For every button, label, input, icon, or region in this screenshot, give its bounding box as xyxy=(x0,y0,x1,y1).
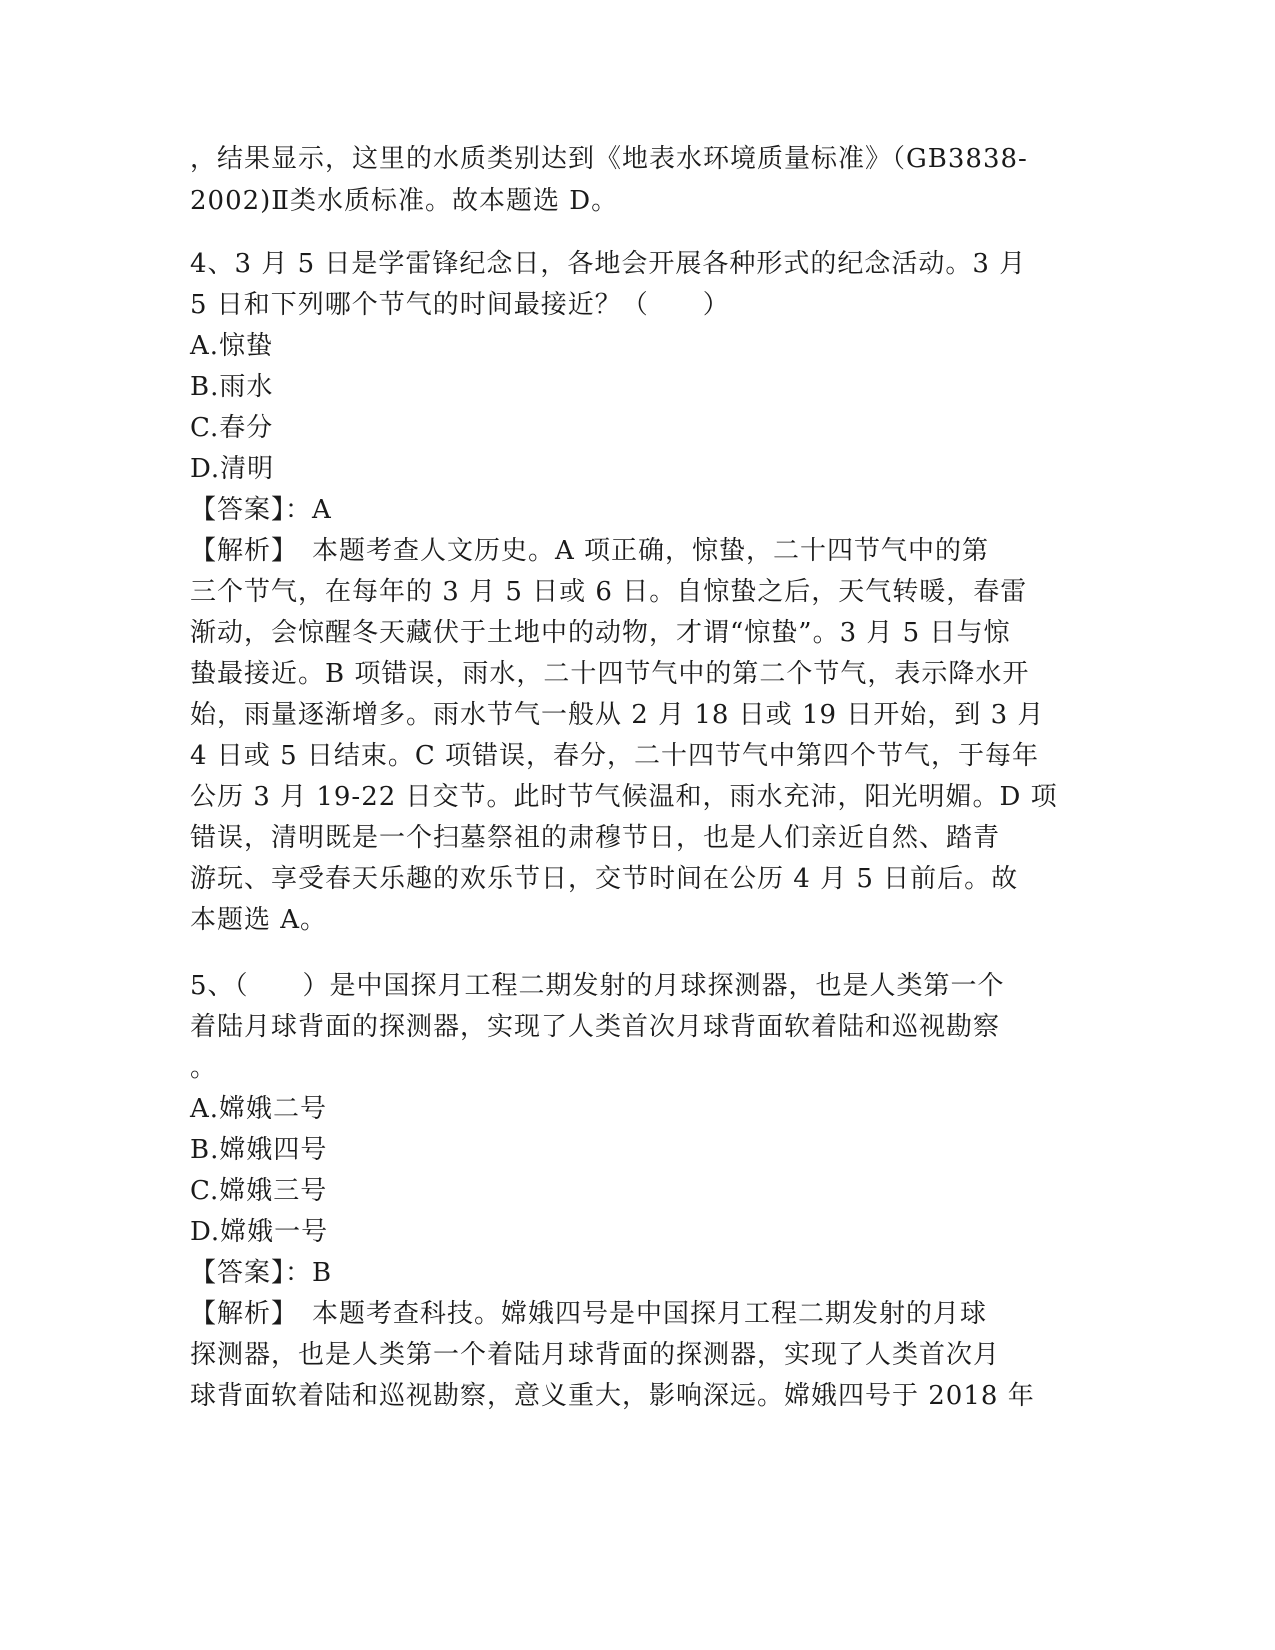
question-5-explanation-line-3: 球背面软着陆和巡视勘察，意义重大，影响深远。嫦娥四号于 2018 年 xyxy=(190,1381,1035,1411)
question-4-stem-line-1: 4、3 月 5 日是学雷锋纪念日，各地会开展各种形式的纪念活动。3 月 xyxy=(190,249,1027,279)
question-4-option-a: A.惊蛰 xyxy=(190,331,274,361)
question-4-option-b: B.雨水 xyxy=(190,372,274,402)
question-4-explanation-line-9: 游玩、享受春天乐趣的欢乐节日，交节时间在公历 4 月 5 日前后。故 xyxy=(190,864,1019,894)
question-4-explanation-line-2: 三个节气，在每年的 3 月 5 日或 6 日。自惊蛰之后，天气转暖，春雷 xyxy=(190,577,1028,607)
question-5-option-d: D.嫦娥一号 xyxy=(190,1217,329,1247)
question-5-stem-line-1: 5、（ ）是中国探月工程二期发射的月球探测器，也是人类第一个 xyxy=(190,971,1005,1001)
question-5-option-c: C.嫦娥三号 xyxy=(190,1176,328,1206)
question-5-stem-line-2: 着陆月球背面的探测器，实现了人类首次月球背面软着陆和巡视勘察 xyxy=(190,1012,1001,1042)
question-4-explanation-line-10: 本题选 A。 xyxy=(190,905,328,935)
question-4-explanation-line-1: 【解析】 本题考查人文历史。A 项正确，惊蛰，二十四节气中的第 xyxy=(190,536,990,566)
question-5-stem-line-3: 。 xyxy=(190,1053,218,1083)
question-4-stem-line-2: 5 日和下列哪个节气的时间最接近？（ ） xyxy=(190,290,730,320)
question-4-explanation-line-3: 渐动，会惊醒冬天藏伏于土地中的动物，才谓“惊蛰”。3 月 5 日与惊 xyxy=(190,618,1011,648)
question-4-explanation-line-6: 4 日或 5 日结束。C 项错误，春分，二十四节气中第四个节气，于每年 xyxy=(190,741,1040,771)
question-5-option-a: A.嫦娥二号 xyxy=(190,1094,328,1124)
question-4-explanation-line-4: 蛰最接近。B 项错误，雨水，二十四节气中的第二个节气，表示降水开 xyxy=(190,659,1030,689)
question-4-explanation-line-7: 公历 3 月 19-22 日交节。此时节气候温和，雨水充沛，阳光明媚。D 项 xyxy=(190,782,1058,812)
question-4-explanation-line-8: 错误，清明既是一个扫墓祭祖的肃穆节日，也是人们亲近自然、踏青 xyxy=(190,823,1001,853)
question-5-answer: 【答案】：B xyxy=(190,1258,333,1288)
continuation-line-1: ，结果显示，这里的水质类别达到《地表水环境质量标准》（GB3838- xyxy=(190,144,1028,174)
question-4-answer: 【答案】：A xyxy=(190,495,332,525)
question-5-option-b: B.嫦娥四号 xyxy=(190,1135,328,1165)
continuation-line-2: 2002)Ⅱ类水质标准。故本题选 D。 xyxy=(190,186,619,216)
question-4-option-c: C.春分 xyxy=(190,413,274,443)
question-4-option-d: D.清明 xyxy=(190,454,275,484)
question-5-explanation-line-1: 【解析】 本题考查科技。嫦娥四号是中国探月工程二期发射的月球 xyxy=(190,1299,988,1329)
question-5-explanation-line-2: 探测器，也是人类第一个着陆月球背面的探测器，实现了人类首次月 xyxy=(190,1340,1001,1370)
question-4-explanation-line-5: 始，雨量逐渐增多。雨水节气一般从 2 月 18 日或 19 日开始，到 3 月 xyxy=(190,700,1045,730)
